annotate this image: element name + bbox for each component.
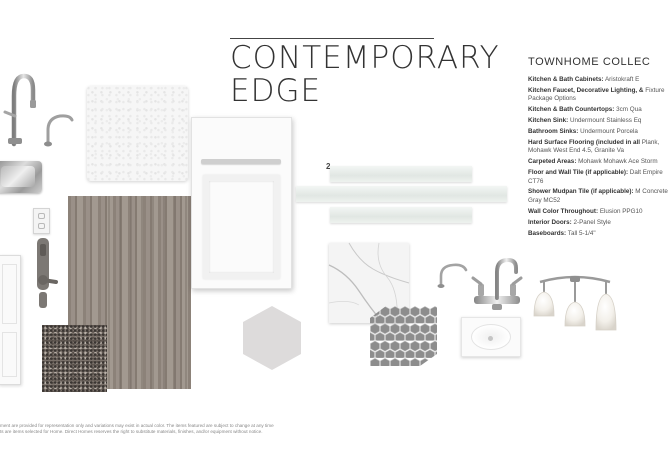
spec-item <box>528 208 668 216</box>
disclaimer-line: ment are provided for representation only and variations may exist in actual color. The items featured are subject to change at any time <box>0 423 274 428</box>
quartz-countertop-sample <box>87 86 188 181</box>
collection-heading: TOWNHOME COLLEC <box>528 56 651 68</box>
spec-label: Interior Doors: <box>528 218 572 226</box>
spec-list <box>528 76 668 241</box>
subway-tile <box>296 186 507 202</box>
spec-label: Kitchen & Bath Cabinets: <box>528 76 604 83</box>
disclaimer-text <box>0 423 300 435</box>
spec-label: Kitchen & Bath Countertops: <box>528 106 615 114</box>
spec-label: Wall Color Throughout: <box>528 207 599 215</box>
cabinet-door-sample <box>191 117 292 289</box>
kitchen-sink-sample <box>0 161 42 193</box>
spec-value: Dalt Empire CT76 <box>528 169 663 185</box>
spec-label: Kitchen Sink: <box>528 117 569 125</box>
disclaimer-line: ts are items selected for Home. Direct Homes reserves the right to substitute materials, finishes, and/or equipment without notice. <box>0 429 263 434</box>
cabinet-shaker-panel <box>203 175 280 279</box>
title-line-1: CONTEMPORARY <box>230 40 500 76</box>
outlet-icon <box>33 208 50 234</box>
spec-item <box>528 128 668 136</box>
spec-label: Floor and Wall Tile (if applicable): <box>528 169 629 177</box>
spec-value: Undermount Porcela <box>578 128 638 136</box>
spec-value: Aristokraft E <box>603 76 640 83</box>
door-panel <box>2 264 17 324</box>
carpet-swatch <box>42 325 107 392</box>
tile-number-label: 2 <box>326 162 331 171</box>
spec-label: Hard Surface Flooring (included in all <box>528 138 640 146</box>
spec-label: Kitchen Faucet, Decorative Lighting, & <box>528 86 644 94</box>
spec-item <box>528 169 668 186</box>
hex-mosaic-tile <box>370 306 437 366</box>
spec-item <box>528 76 668 84</box>
door-handle-icon <box>32 236 58 310</box>
cabinet-pull-icon <box>42 112 74 148</box>
vanity-light-icon <box>532 272 618 334</box>
bath-faucet-icon <box>470 256 524 314</box>
interior-door-sample <box>0 255 21 385</box>
spec-item <box>528 188 668 205</box>
cabinet-pull-bar <box>201 159 281 164</box>
spec-value: Elusion PPG10 <box>598 207 643 215</box>
spec-value: Undermount Stainless Eq <box>568 117 642 125</box>
spec-value: M Concrete Gray MC52 <box>528 188 668 204</box>
collection-title <box>230 40 500 109</box>
door-panel <box>2 332 17 377</box>
bath-pull-icon <box>437 262 469 290</box>
spec-value: Tall 5-1/4" <box>566 229 596 237</box>
spec-label: Shower Mudpan Tile (if applicable): <box>528 188 634 196</box>
spec-item <box>528 230 668 238</box>
spec-value: 2-Panel Style <box>571 218 611 226</box>
spec-item <box>528 87 668 104</box>
title-line-2: EDGE <box>230 73 322 109</box>
spec-item <box>528 106 668 114</box>
spec-value: Mohawk Mohawk Ace Storm <box>576 158 658 166</box>
kitchen-faucet-icon <box>0 68 40 148</box>
spec-item <box>528 158 668 166</box>
spec-label: Baseboards: <box>528 229 567 237</box>
spec-item <box>528 117 668 125</box>
sink-drain <box>488 336 493 341</box>
spec-item <box>528 139 668 156</box>
bathroom-sink-sample <box>461 317 521 357</box>
spec-label: Carpeted Areas: <box>528 158 577 166</box>
spec-value: Fixture Package Options <box>528 86 665 103</box>
spec-value: Plank, Mohawk West End 4.5, Granite Va <box>528 138 660 155</box>
subway-tile <box>330 207 472 223</box>
wood-grain-overlay <box>108 196 191 389</box>
subway-tile <box>330 166 472 182</box>
hexagon-wall-tile <box>243 306 301 370</box>
spec-label: Bathroom Sinks: <box>528 128 579 136</box>
spec-value: 3cm Qua <box>614 106 642 114</box>
spec-item <box>528 219 668 227</box>
title-rule <box>230 38 434 39</box>
